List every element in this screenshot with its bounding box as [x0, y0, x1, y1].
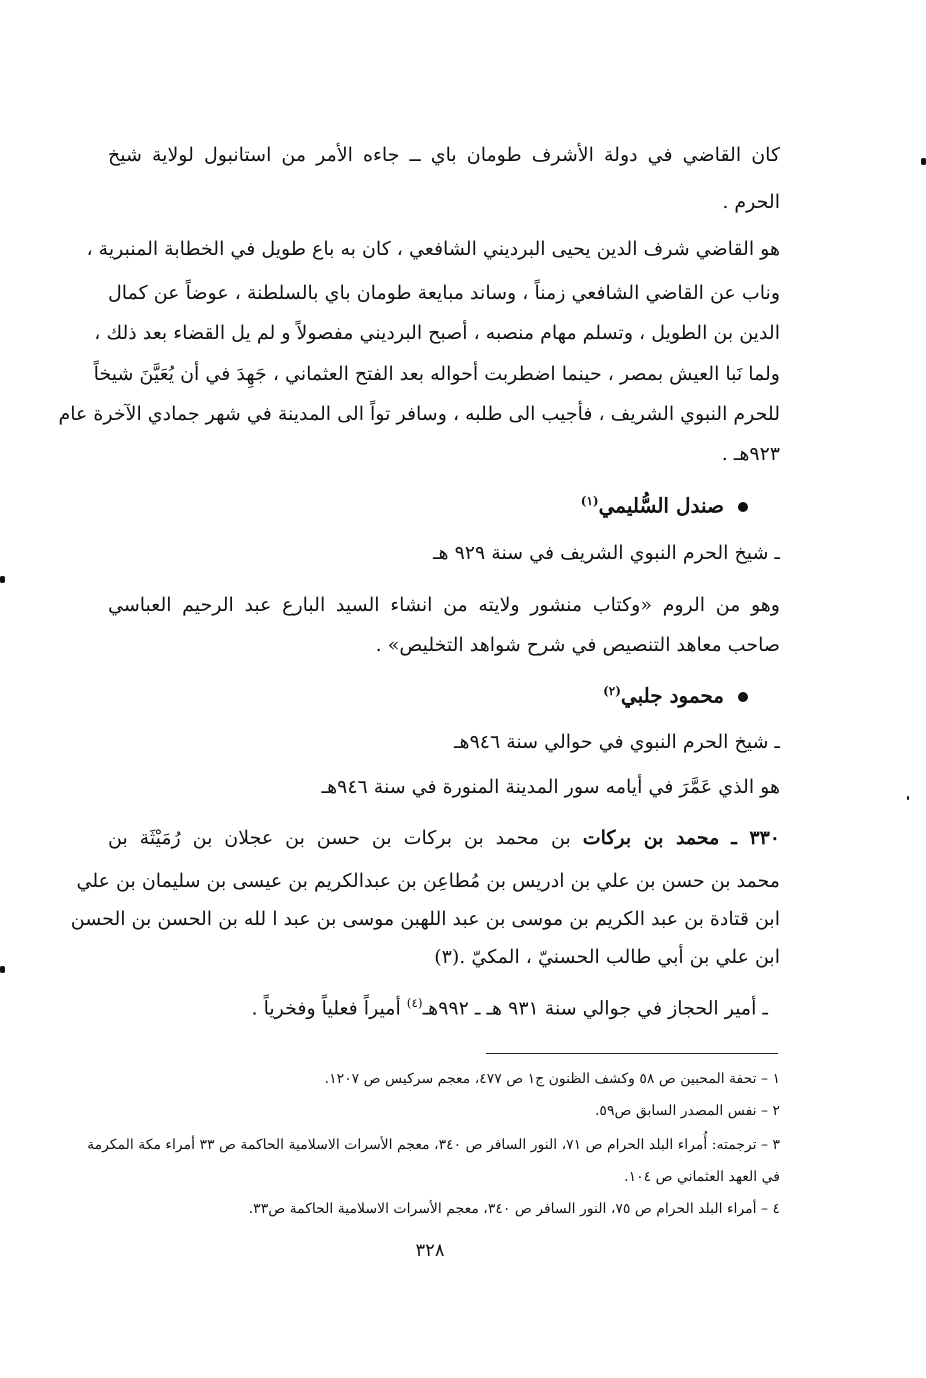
body-line: وناب عن القاضي الشافعي زمناً ، وساند مبايعة طومان باي بالسلطنة ، عوضاً عن كمال — [108, 282, 780, 304]
footnote: ٣ – ترجمته: أُمراء البلد الحرام ص ٧١، النور السافر ص ٣٤٠، معجم الأسرات الاسلامية الحاكمة ص ٣٣ أمراء مكة المكرمة — [87, 1137, 780, 1153]
section-line: ـ شيخ الحرم النبوي الشريف في سنة ٩٢٩ هـ — [432, 542, 780, 564]
body-line: ولما نَبا العيش بمصر ، حينما اضطربت أحواله بعد الفتح العثماني ، جَهِدَ في أن يُعَيَّنَ شيخاً — [93, 363, 780, 385]
body-line: كان القاضي في دولة الأشرف طومان باي ــ جاءه الأمر من استانبول لولاية شيخ — [108, 144, 780, 166]
footnote: في العهد العثماني ص ١٠٤. — [624, 1169, 780, 1185]
section-line: وهو من الروم «وكتاب منشور ولايته من انشاء السيد البارع عبد الرحيم العباسي — [108, 594, 780, 616]
entry-number: ٣٣٠ ـ — [731, 827, 780, 849]
body-line: هو القاضي شرف الدين يحيى البرديني الشافعي ، كان به باع طويل في الخطابة المنبرية ، — [86, 238, 780, 260]
body-line: الدين بن الطويل ، وتسلم مهام منصبه ، أصبح البرديني مفصولاً و لم يل القضاء بعد ذلك ، — [94, 322, 780, 344]
section-line: ـ شيخ الحرم النبوي في حوالي سنة ٩٤٦هـ — [453, 731, 780, 753]
footnote-ref: (٤) — [406, 996, 423, 1010]
scan-mark — [907, 796, 909, 800]
body-line: الحرم . — [722, 191, 780, 213]
footnote: ٤ – أمراء البلد الحرام ص ٧٥، النور السافر ص ٣٤٠، معجم الأسرات الاسلامية الحاكمة ص٣٣. — [248, 1201, 780, 1217]
entry-line: ـ أمير الحجاز في جوالي سنة ٩٣١ هـ ـ ٩٩٢هـ$^{(٤)}$ أميراً فعلياً وفخرياً . — [251, 996, 768, 1020]
section-line: هو الذي عَمَّرَ في أيامه سور المدينة المنورة في سنة ٩٤٦هـ — [321, 776, 780, 798]
entry-line: محمد بن حسن بن علي بن ادريس بن مُطاعِن بن عبدالكريم بن عيسى بن سليمان بن علي — [76, 870, 780, 892]
entry-lineage: بن محمد بن بركات بن حسن بن عجلان بن رُمَيْثَة بن — [108, 827, 571, 849]
bullet-icon — [738, 692, 748, 702]
footnote-ref: (١) — [580, 494, 599, 508]
scan-mark — [921, 158, 926, 165]
scan-mark — [0, 576, 5, 583]
scan-mark — [0, 966, 5, 973]
entry-name: محمد بن بركات — [582, 827, 720, 849]
entry-first-line — [108, 823, 780, 853]
section-line: صاحب معاهد التنصيص في شرح شواهد التخليص» . — [375, 634, 780, 656]
body-line: ٩٢٣هـ . — [721, 443, 780, 465]
bullet-icon — [738, 502, 748, 512]
footnote: ٢ – نفس المصدر السابق ص٥٩. — [594, 1103, 780, 1119]
body-line: للحرم النبوي الشريف ، فأجيب الى طلبه ، وسافر تواً الى المدينة في شهر جمادي الآخرة عام — [58, 403, 780, 425]
footnote: ١ – تحفة المحبين ص ٥٨ وكشف الظنون ج١ ص ٤٧٧، معجم سركيس ص ١٢٠٧. — [324, 1071, 780, 1087]
entry-line: ابن علي بن أبي طالب الحسنيّ ، المكيّ .(٣) — [434, 946, 780, 968]
section-heading: صندل السُّليمي$^{(١)}$ — [76, 486, 780, 521]
footnote-ref: (٢) — [603, 684, 621, 698]
page-number: ٣٢٨ — [415, 1240, 445, 1261]
entry-line: ابن قتادة بن عبد الكريم بن موسى بن عبد اللهبن موسى بن عبد ا لله بن الحسن بن الحسن — [70, 908, 780, 930]
footnote-divider — [486, 1053, 778, 1054]
section-heading: محمود جلبي$^{(٢)}$ — [76, 676, 780, 711]
